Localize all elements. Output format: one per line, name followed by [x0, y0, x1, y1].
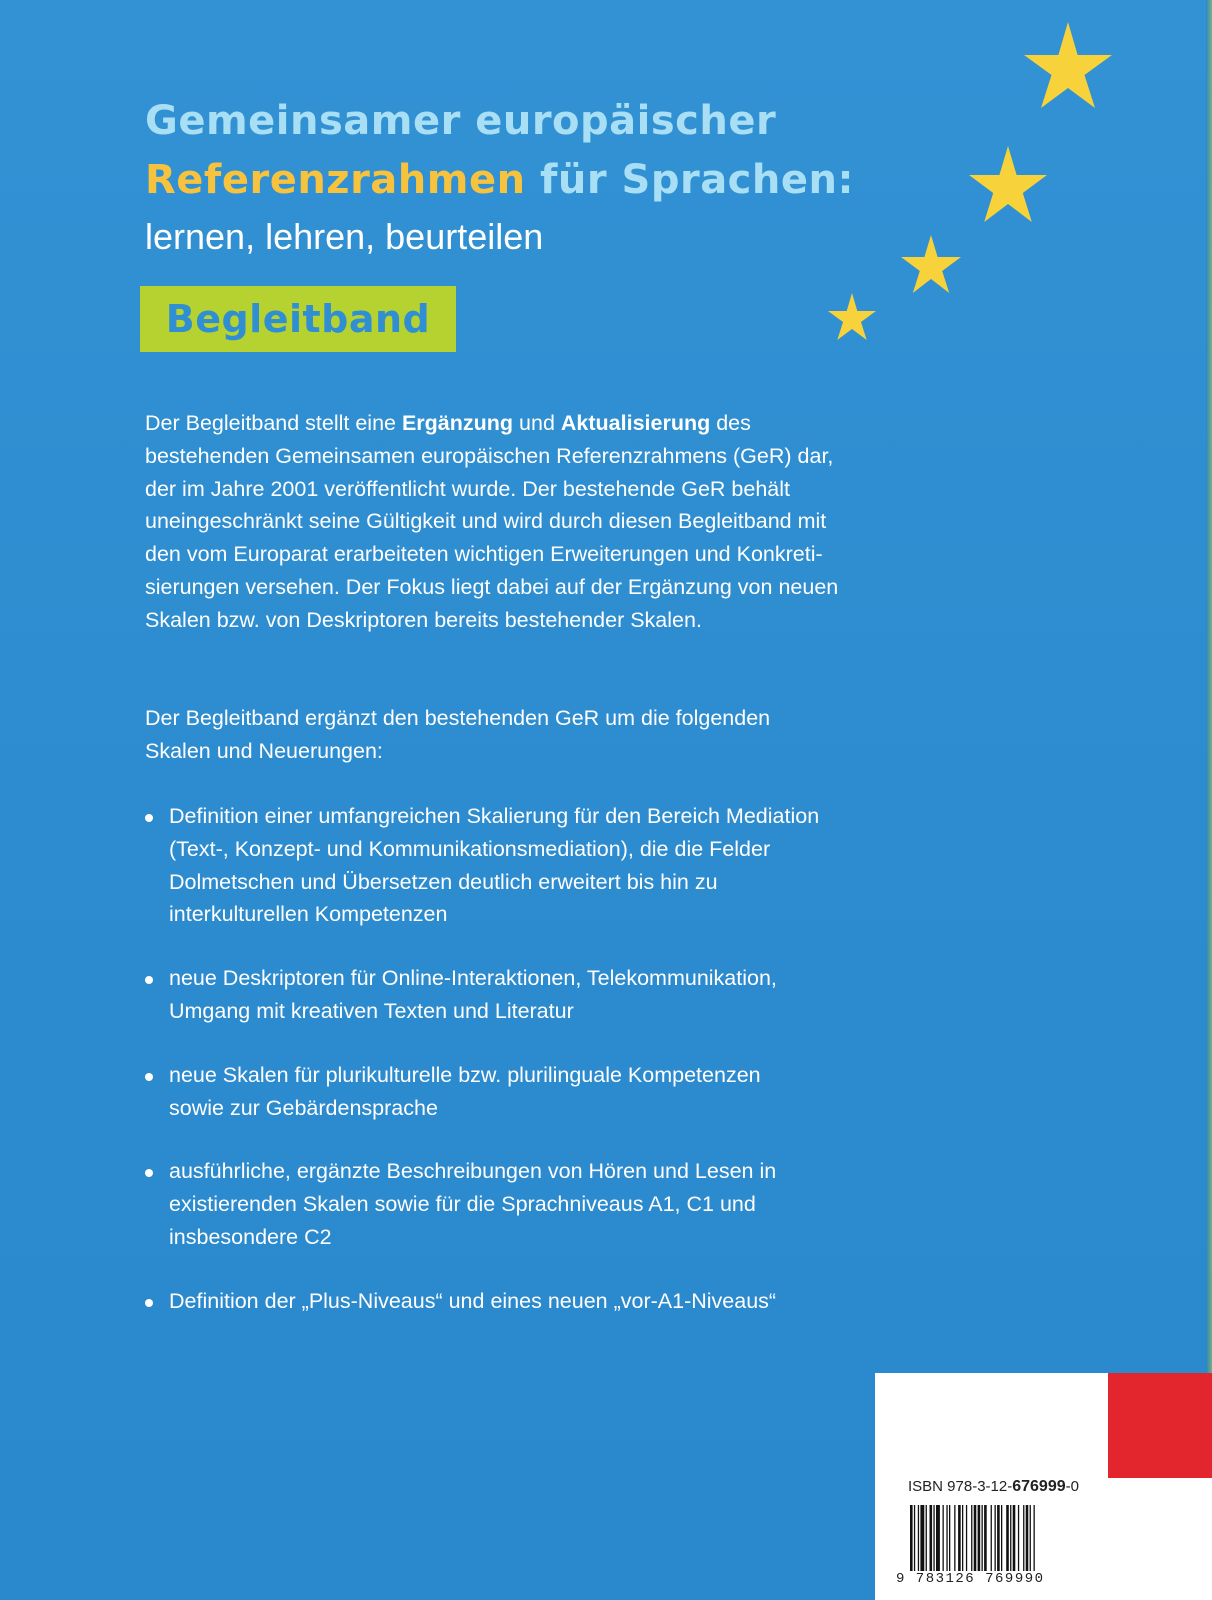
isbn-prefix: ISBN 978-3-12- [908, 1478, 1013, 1495]
list-item-line: sowie zur Gebärdensprache [169, 1095, 438, 1120]
barcode-bar [918, 1505, 919, 1571]
list-item [145, 1285, 945, 1318]
intro-line: den vom Europarat erarbeiteten wichtigen Erweiterungen und Konkreti- [145, 542, 823, 567]
barcode-bar [954, 1505, 955, 1571]
intro-line: bestehenden Gemeinsamen europäischen Referenzrahmens (GeR) dar, [145, 443, 834, 468]
barcode-bar [1018, 1505, 1019, 1571]
star-icon [901, 235, 961, 293]
bullet-dot-icon [145, 1299, 153, 1307]
barcode-bar [1026, 1505, 1029, 1571]
barcode-bar [936, 1505, 940, 1571]
red-color-block [1108, 1373, 1212, 1478]
list-item-line: neue Skalen für plurikulturelle bzw. plurilinguale Kompetenzen [169, 1062, 761, 1087]
barcode-bar [914, 1505, 915, 1571]
begleitband-badge: Begleitband [140, 286, 456, 352]
list-item-line: ausführliche, ergänzte Beschreibungen von Hören und Lesen in [169, 1159, 777, 1184]
title-line-2-rest: für Sprachen: [525, 157, 854, 203]
barcode-bar [1006, 1505, 1009, 1571]
list-item-line: Dolmetschen und Übersetzen deutlich erweitert bis hin zu [169, 869, 718, 894]
barcode-bar [982, 1505, 983, 1571]
lead-paragraph [145, 702, 935, 768]
bullet-dot-icon [145, 814, 153, 822]
title-highlight: Referenzrahmen [145, 157, 526, 203]
intro-bold-ergaenzung: Ergänzung [401, 411, 514, 435]
barcode-bar [910, 1505, 913, 1571]
barcode-bar [966, 1505, 967, 1571]
barcode-bar [984, 1505, 987, 1571]
intro-line: sierungen versehen. Der Fokus liegt dabei auf der Ergänzung von neuen [145, 574, 839, 599]
title-line-2 [145, 156, 854, 204]
lead-line: Der Begleitband ergänzt den bestehenden GeR um die folgenden [145, 706, 771, 730]
isbn-label [908, 1478, 1079, 1496]
barcode-bar [962, 1505, 963, 1571]
barcode-bar [995, 1505, 996, 1571]
barcode-bar [1023, 1505, 1024, 1571]
bullet-dot-icon [145, 1169, 153, 1177]
barcode-bar [946, 1505, 947, 1571]
barcode-number: 9 783126 769990 [896, 1571, 1096, 1587]
barcode-bar [991, 1505, 992, 1571]
intro-line [145, 407, 935, 440]
barcode-bar [933, 1505, 934, 1571]
bullet-dot-icon [145, 976, 153, 984]
intro-text: und [513, 411, 561, 435]
intro-text: des [710, 411, 751, 435]
barcode-bar [958, 1505, 961, 1571]
barcode-bar [971, 1505, 972, 1571]
feature-list [145, 800, 945, 1349]
barcode-bar [930, 1505, 933, 1571]
barcode-bar [1030, 1505, 1031, 1571]
barcode-bar [974, 1505, 977, 1571]
barcode-bar [1010, 1505, 1011, 1571]
barcode-bar [1013, 1505, 1016, 1571]
barcode-bar [1001, 1505, 1002, 1571]
barcode-bar [997, 1505, 1000, 1571]
intro-line: der im Jahre 2001 veröffentlicht wurde. Der bestehende GeR behält [145, 476, 790, 501]
intro-paragraph [145, 407, 935, 637]
list-item-line: Definition der „Plus-Niveaus“ und eines neuen „vor-A1-Niveaus“ [169, 1288, 777, 1313]
barcode-bar [978, 1505, 981, 1571]
list-item [145, 1059, 945, 1125]
barcode-bar [1034, 1505, 1035, 1571]
title-line-1: Gemeinsamer europäischer [145, 98, 777, 144]
intro-text: Der Begleitband stellt eine [145, 411, 402, 435]
list-item-line: insbesondere C2 [169, 1224, 332, 1249]
list-item [145, 962, 945, 1028]
barcode-bar [949, 1505, 950, 1571]
isbn-suffix: -0 [1065, 1478, 1079, 1495]
list-item-line: existierenden Skalen sowie für die Sprachniveaus A1, C1 und [169, 1192, 756, 1217]
intro-bold-aktualisierung: Aktualisierung [560, 411, 711, 435]
barcode-bar [943, 1505, 944, 1571]
list-item-line: Umgang mit kreativen Texten und Literatur [169, 998, 574, 1023]
isbn-bold: 676999 [1012, 1478, 1066, 1495]
spine-edge [1206, 0, 1212, 1400]
intro-line: uneingeschränkt seine Gültigkeit und wird durch diesen Begleitband mit [145, 509, 827, 534]
star-icon [969, 146, 1047, 222]
list-item-line: interkulturellen Kompetenzen [169, 902, 448, 927]
list-item-line: Definition einer umfangreichen Skalierung für den Bereich Mediation [169, 804, 820, 828]
star-icon [828, 293, 876, 340]
barcode-bar [920, 1505, 924, 1571]
star-icon [1024, 22, 1112, 108]
lead-line: Skalen und Neuerungen: [145, 738, 383, 763]
barcode-bar [926, 1505, 927, 1571]
subtitle: lernen, lehren, beurteilen [145, 216, 544, 257]
bullet-dot-icon [145, 1073, 153, 1081]
list-item [145, 1155, 945, 1253]
list-item [145, 800, 945, 931]
intro-line: Skalen bzw. von Deskriptoren bereits bestehender Skalen. [145, 607, 702, 632]
list-item-line: neue Deskriptoren für Online-Interaktionen, Telekommunikation, [169, 966, 777, 991]
list-item-line: (Text-, Konzept- und Kommunikationsmediation), die die Felder [169, 836, 771, 861]
